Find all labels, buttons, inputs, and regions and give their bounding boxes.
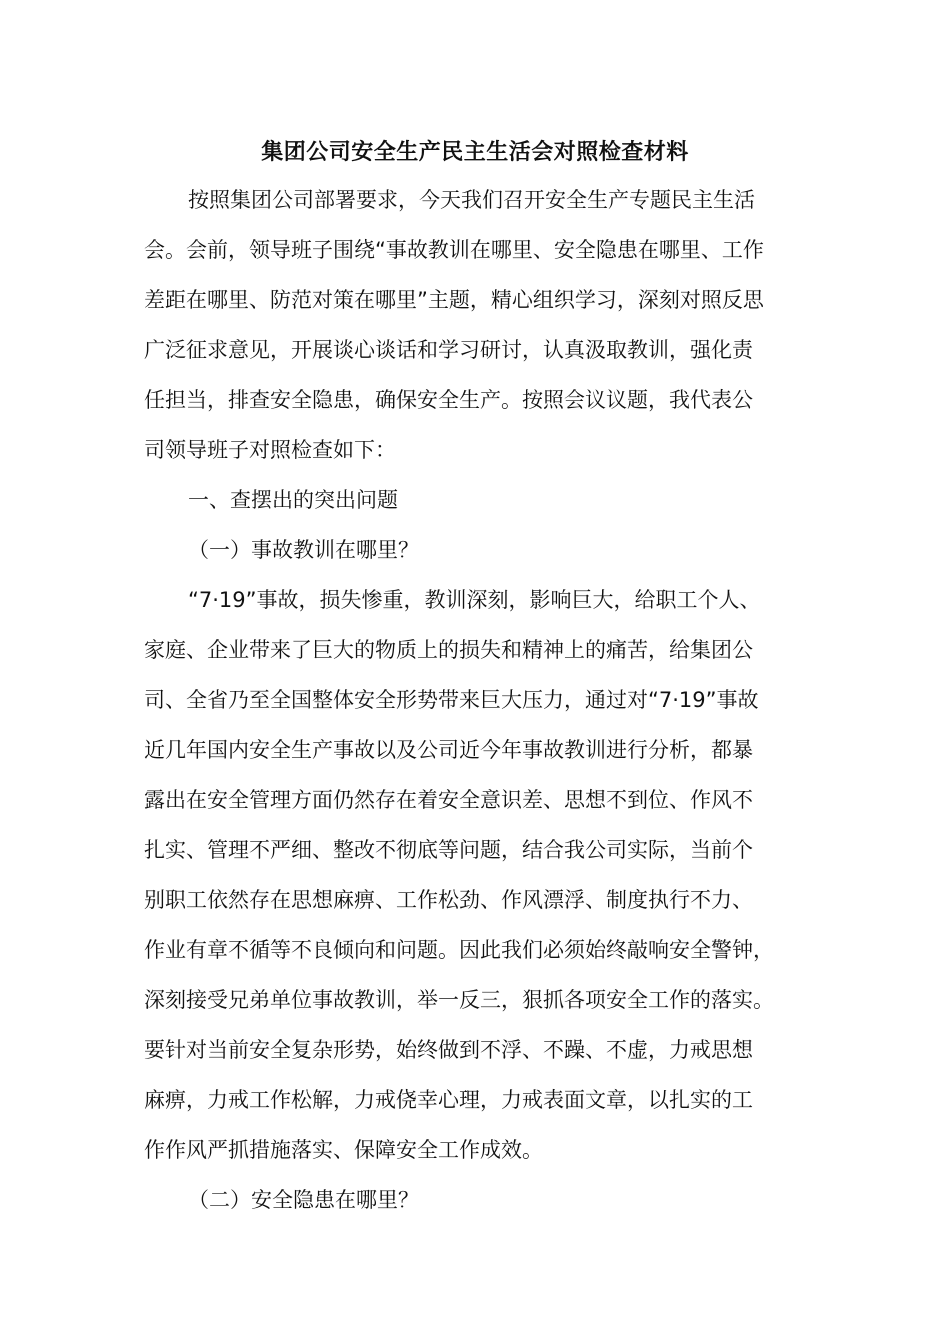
section-heading: 一、查摆出的突出问题 <box>188 488 398 512</box>
document-body <box>144 175 834 1225</box>
paragraph-line: 近几年国内安全生产事故以及公司近今年事故教训进行分析，都暴 <box>144 738 753 762</box>
paragraph-line: 露出在安全管理方面仍然存在着安全意识差、思想不到位、作风不 <box>144 788 753 812</box>
paragraph-line: 差距在哪里、防范对策在哪里”主题，精心组织学习，深刻对照反思 <box>144 288 764 312</box>
subsection-heading: （一）事故教训在哪里？ <box>188 538 419 562</box>
paragraph-line: 要针对当前安全复杂形势，始终做到不浮、不躁、不虚，力戒思想 <box>144 1038 753 1062</box>
document-title: 集团公司安全生产民主生活会对照检查材料 <box>261 140 689 165</box>
paragraph-line: 按照集团公司部署要求，今天我们召开安全生产专题民主生活 <box>188 188 755 212</box>
paragraph-line: 司、全省乃至全国整体安全形势带来巨大压力，通过对“7·19”事故 <box>144 688 759 712</box>
paragraph-line: 作业有章不循等不良倾向和问题。因此我们必须始终敲响安全警钟， <box>144 938 774 962</box>
paragraph-line: 麻痹，力戒工作松解，力戒侥幸心理，力戒表面文章，以扎实的工 <box>144 1088 753 1112</box>
paragraph-line: 广泛征求意见，开展谈心谈话和学习研讨，认真汲取教训，强化责 <box>144 338 753 362</box>
paragraph-line: 会。会前，领导班子围绕“事故教训在哪里、安全隐患在哪里、工作 <box>144 238 764 262</box>
paragraph-line: 任担当，排查安全隐患，确保安全生产。按照会议议题，我代表公 <box>144 388 753 412</box>
paragraph-line: 作作风严抓措施落实、保障安全工作成效。 <box>144 1138 543 1162</box>
paragraph-line: 深刻接受兄弟单位事故教训，举一反三，狠抓各项安全工作的落实。 <box>144 988 774 1012</box>
paragraph-line: 司领导班子对照检查如下： <box>144 438 396 462</box>
paragraph-line: “7·19”事故，损失惨重，教训深刻，影响巨大，给职工个人、 <box>188 588 761 612</box>
subsection-heading: （二）安全隐患在哪里？ <box>188 1188 419 1212</box>
paragraph-line: 扎实、管理不严细、整改不彻底等问题，结合我公司实际，当前个 <box>144 838 753 862</box>
paragraph-line: 别职工依然存在思想麻痹、工作松劲、作风漂浮、制度执行不力、 <box>144 888 753 912</box>
paragraph-line: 家庭、企业带来了巨大的物质上的损失和精神上的痛苦，给集团公 <box>144 638 753 662</box>
